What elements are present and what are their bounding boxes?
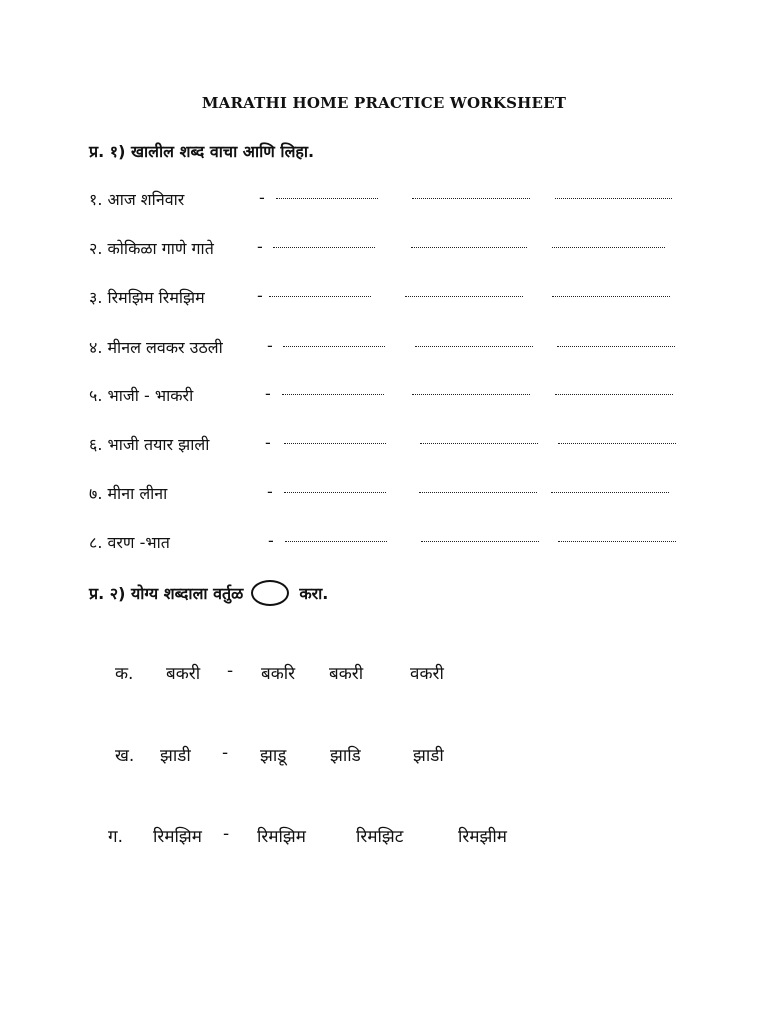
q2-item-label: क. xyxy=(115,664,134,684)
q1-item-text: ५. भाजी - भाकरी xyxy=(89,386,194,405)
q2-option[interactable]: झाडि xyxy=(330,746,361,766)
q1-item-dash: - xyxy=(267,336,273,355)
writing-line[interactable] xyxy=(558,541,676,542)
writing-line[interactable] xyxy=(557,346,675,347)
q1-item-dash: - xyxy=(267,482,273,501)
writing-line[interactable] xyxy=(284,443,386,444)
writing-line[interactable] xyxy=(283,346,385,347)
q1-item-3 xyxy=(89,286,689,308)
q1-item-7 xyxy=(89,482,689,504)
q2-item-2 xyxy=(0,743,768,767)
writing-line[interactable] xyxy=(421,541,539,542)
q1-item-text: ४. मीनल लवकर उठली xyxy=(89,338,223,357)
writing-line[interactable] xyxy=(412,198,530,199)
q1-item-text: २. कोकिळा गाणे गाते xyxy=(89,239,214,258)
writing-line[interactable] xyxy=(552,296,670,297)
writing-line[interactable] xyxy=(284,492,386,493)
q1-item-1 xyxy=(89,188,689,210)
q1-item-dash: - xyxy=(268,531,274,550)
writing-line[interactable] xyxy=(405,296,523,297)
q1-item-dash: - xyxy=(265,384,271,403)
q2-option[interactable]: बकरि xyxy=(261,664,296,684)
worksheet-title: MARATHI HOME PRACTICE WORKSHEET xyxy=(201,94,567,112)
q1-item-text: १. आज शनिवार xyxy=(89,190,185,209)
q1-item-dash: - xyxy=(257,237,263,256)
q1-item-text: ७. मीना लीना xyxy=(89,484,168,503)
circle-icon xyxy=(251,580,289,606)
q1-item-4 xyxy=(89,336,689,358)
writing-line[interactable] xyxy=(420,443,538,444)
q2-item-dash: - xyxy=(223,824,230,844)
writing-line[interactable] xyxy=(551,492,669,493)
writing-line[interactable] xyxy=(555,394,673,395)
q2-item-label: ग. xyxy=(108,827,123,847)
q1-item-8 xyxy=(89,531,689,553)
writing-line[interactable] xyxy=(411,247,527,248)
writing-line[interactable] xyxy=(273,247,375,248)
q1-item-dash: - xyxy=(257,286,263,305)
q2-item-dash: - xyxy=(222,743,229,763)
q2-option[interactable]: झाडी xyxy=(413,746,444,766)
question-1-heading: प्र. १) खालील शब्द वाचा आणि लिहा. xyxy=(89,142,315,161)
q2-option[interactable]: बकरी xyxy=(329,664,364,684)
q1-item-text: ८. वरण -भात xyxy=(89,533,170,552)
q2-option[interactable]: रिमझिम xyxy=(257,827,306,847)
q1-item-2 xyxy=(89,237,689,259)
q2-option[interactable]: झाडू xyxy=(260,746,287,766)
q1-item-5 xyxy=(89,384,689,406)
q2-item-label: ख. xyxy=(115,746,135,766)
question-2-heading-suffix: करा. xyxy=(299,584,329,603)
q2-item-word: बकरी xyxy=(166,664,201,684)
writing-line[interactable] xyxy=(269,296,371,297)
writing-line[interactable] xyxy=(276,198,378,199)
q2-item-3 xyxy=(0,824,768,848)
q2-option[interactable]: रिमझिट xyxy=(356,827,404,847)
writing-line[interactable] xyxy=(282,394,384,395)
q2-option[interactable]: रिमझीम xyxy=(458,827,507,847)
q1-item-text: ३. रिमझिम रिमझिम xyxy=(89,288,205,307)
q2-item-1 xyxy=(0,661,768,685)
q1-item-6 xyxy=(89,433,689,455)
writing-line[interactable] xyxy=(415,346,533,347)
q2-item-word: रिमझिम xyxy=(153,827,202,847)
writing-line[interactable] xyxy=(558,443,676,444)
q2-option[interactable]: वकरी xyxy=(410,664,444,684)
q1-item-text: ६. भाजी तयार झाली xyxy=(89,435,210,454)
writing-line[interactable] xyxy=(412,394,530,395)
writing-line[interactable] xyxy=(419,492,537,493)
writing-line[interactable] xyxy=(285,541,387,542)
q2-item-word: झाडी xyxy=(160,746,191,766)
question-2-heading xyxy=(89,580,328,606)
q2-item-dash: - xyxy=(227,661,234,681)
writing-line[interactable] xyxy=(555,198,672,199)
q1-item-dash: - xyxy=(259,188,265,207)
question-2-heading-text: प्र. २) योग्य शब्दाला वर्तुळ xyxy=(89,584,244,603)
q1-item-dash: - xyxy=(265,433,271,452)
writing-line[interactable] xyxy=(552,247,665,248)
